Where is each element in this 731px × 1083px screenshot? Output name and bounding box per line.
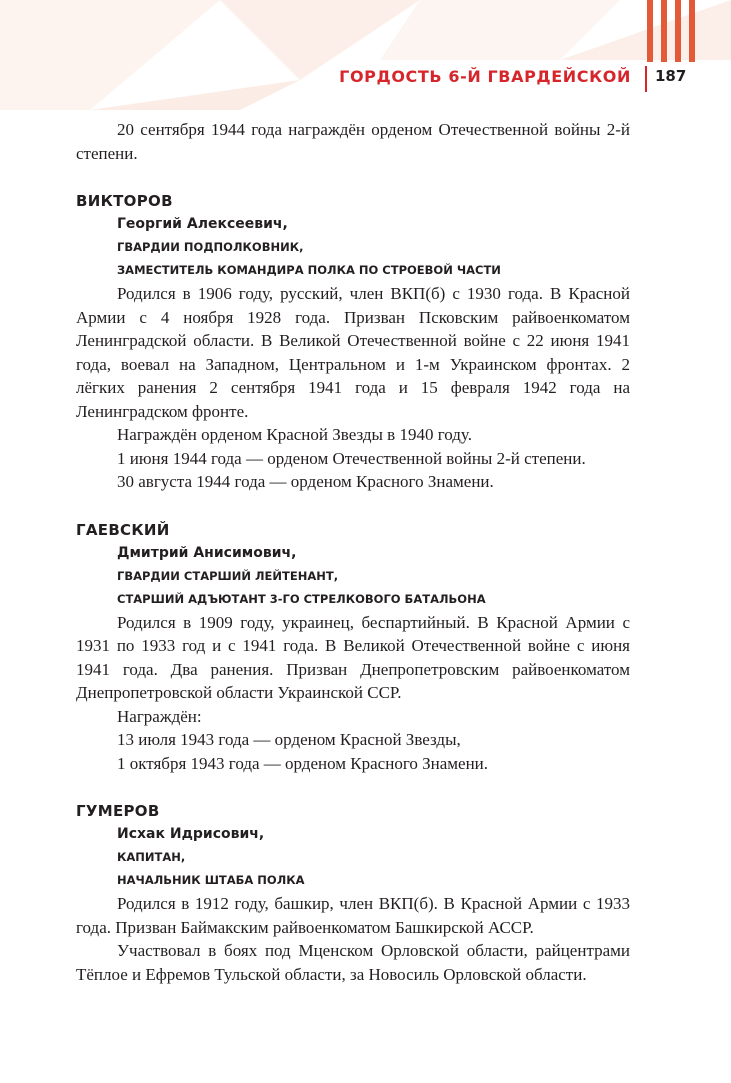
entry-post: ЗАМЕСТИТЕЛЬ КОМАНДИРА ПОЛКА ПО СТРОЕВОЙ ЧАСТИ xyxy=(117,263,501,277)
entry-rank: КАПИТАН, xyxy=(117,850,186,864)
award-line: 30 августа 1944 года — орденом Красного Знамени. xyxy=(117,472,494,491)
decorative-ribbon-stripes xyxy=(647,0,695,62)
entry-post: СТАРШИЙ АДЪЮТАНТ 3-ГО СТРЕЛКОВОГО БАТАЛЬОНА xyxy=(117,591,486,606)
entry-rank: ГВАРДИИ СТАРШИЙ ЛЕЙТЕНАНТ, xyxy=(117,568,339,583)
page-number: 187 xyxy=(655,67,687,85)
entry-paragraph: Награждён: xyxy=(117,706,202,726)
entry-post: НАЧАЛЬНИК ШТАБА ПОЛКА xyxy=(117,873,305,887)
entry-surname: ГУМЕРОВ xyxy=(76,802,160,820)
header-divider xyxy=(645,66,647,92)
entry-paragraph: Родился в 1906 году, русский, член ВКП(б) с 1930 года. В Красной Армии с 4 ноября 1928 года. Призван Псковским райвоенкоматом Ленинградской области. В Великой Отечественной войне с 22 июня 1941 года, воевал на Западном, Центральном и 1-м Украинском фронтах. 2 лёгких ранения 2 сентября 1941 года и 15 февраля 1942 года на Ленинградском фронте. xyxy=(76,284,630,421)
award-line: 1 июня 1944 года — орденом Отечественной войны 2-й степени. xyxy=(117,448,586,468)
entry-surname: ГАЕВСКИЙ xyxy=(76,520,170,539)
intro-paragraph: 20 сентября 1944 года награждён орденом Отечественной войны 2-й степени. xyxy=(76,120,630,163)
entry-paragraph: Родился в 1912 году, башкир, член ВКП(б). В Красной Армии с 1933 года. Призван Баймакским райвоенкоматом Башкирской АССР. xyxy=(76,894,630,937)
biography-entry-gaevsky xyxy=(76,519,630,776)
entry-name: Дмитрий Анисимович, xyxy=(117,544,297,561)
biography-entry-gumerov xyxy=(76,800,630,986)
biography-entry-viktorov xyxy=(76,190,630,494)
award-line: 1 октября 1943 года — орденом Красного Знамени. xyxy=(117,753,489,773)
entry-rank: ГВАРДИИ ПОДПОЛКОВНИК, xyxy=(117,240,304,254)
page-body xyxy=(76,118,630,986)
entry-name: Георгий Алексеевич, xyxy=(117,216,288,232)
entry-paragraph: Награждён орденом Красной Звезды в 1940 году. xyxy=(117,425,472,444)
running-header xyxy=(0,64,731,94)
entry-surname: ВИКТОРОВ xyxy=(76,192,173,210)
entry-name: Исхак Идрисович, xyxy=(117,826,265,842)
running-header-title: ГОРДОСТЬ 6-Й ГВАРДЕЙСКОЙ xyxy=(339,67,631,86)
entry-paragraph: Участвовал в боях под Мценском Орловской области, райцентрами Тёплое и Ефремов Тульской области, за Новосиль Орловской области. xyxy=(76,941,630,984)
award-line: 13 июля 1943 года — орденом Красной Звезды, xyxy=(117,730,461,749)
entry-paragraph: Родился в 1909 году, украинец, беспартийный. В Красной Армии с 1931 по 1933 год и с 1941 года. В Великой Отечественной войне с июня 1941 года. Два ранения. Призван Днепропетровским райвоенкоматом Днепропетровской области Украинской ССР. xyxy=(76,612,630,702)
